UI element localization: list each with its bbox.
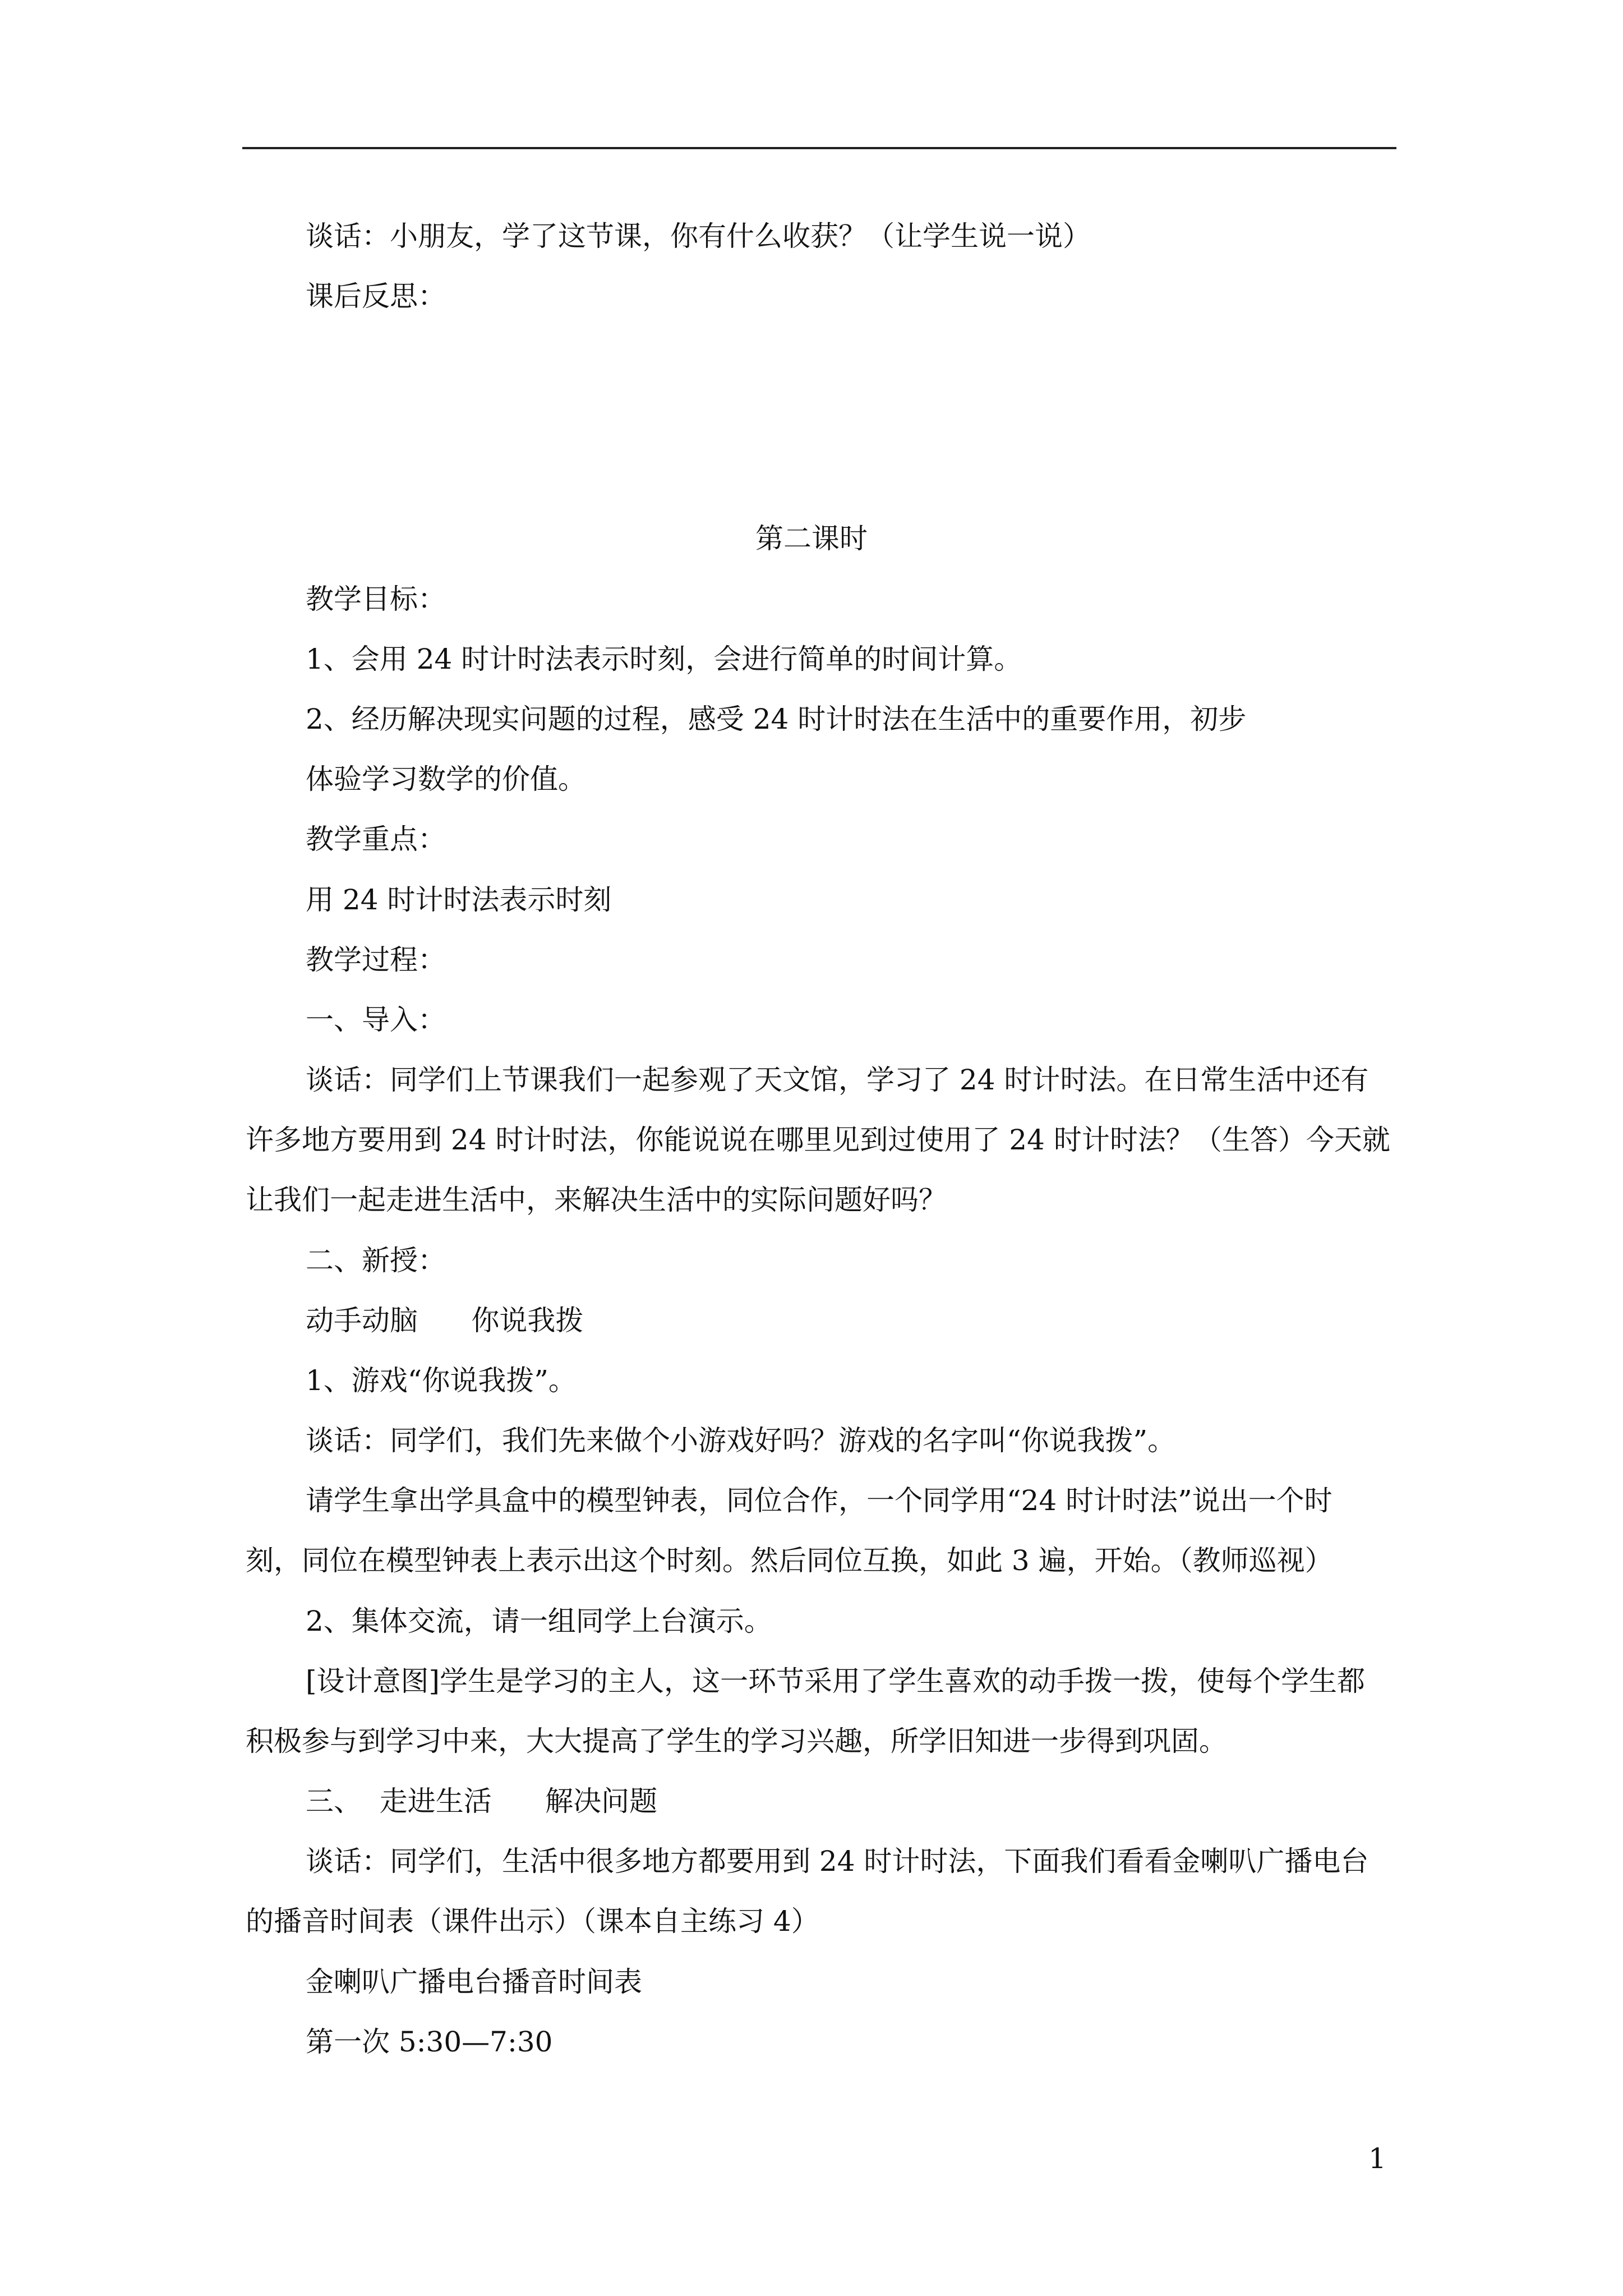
text-line: 第一次 5:30—7:30 bbox=[306, 2026, 553, 2058]
text-line: 许多地方要用到 24 时计时法，你能说说在哪里见到过使用了 24 时计时法？（生答）今天就 bbox=[246, 1124, 1390, 1156]
text-line: 1、会用 24 时计时法表示时刻，会进行简单的时间计算。 bbox=[306, 643, 1022, 675]
header-rule bbox=[242, 147, 1396, 149]
text-line: 谈话：同学们，我们先来做个小游戏好吗？游戏的名字叫“你说我拨”。 bbox=[306, 1424, 1176, 1457]
text-line: [设计意图]学生是学习的主人，这一环节采用了学生喜欢的动手拨一拨，使每个学生都 bbox=[306, 1665, 1366, 1697]
text-line: 谈话：同学们，生活中很多地方都要用到 24 时计时法，下面我们看看金喇叭广播电台 bbox=[306, 1845, 1369, 1878]
text-line: 让我们一起走进生活中，来解决生活中的实际问题好吗？ bbox=[246, 1184, 947, 1216]
text-line: 用 24 时计时法表示时刻 bbox=[306, 884, 612, 916]
text-line: 2、经历解决现实问题的过程，感受 24 时计时法在生活中的重要作用，初步 bbox=[306, 703, 1247, 735]
text-line: 积极参与到学习中来，大大提高了学生的学习兴趣，所学旧知进一步得到巩固。 bbox=[246, 1725, 1227, 1757]
text-line: 金喇叭广播电台播音时间表 bbox=[306, 1966, 642, 1998]
page-number: 1 bbox=[1368, 2142, 1386, 2175]
heading-line: 一、导入： bbox=[306, 1004, 446, 1036]
text-line: 谈话：小朋友，学了这节课，你有什么收获？（让学生说一说） bbox=[306, 220, 1091, 252]
section-title: 第二课时 bbox=[755, 522, 868, 555]
text-line: 谈话：同学们上节课我们一起参观了天文馆，学习了 24 时计时法。在日常生活中还有 bbox=[306, 1064, 1369, 1096]
heading-line: 二、新授： bbox=[306, 1244, 446, 1277]
text-line: 请学生拿出学具盒中的模型钟表，同位合作，一个同学用“24 时计时法”说出一个时 bbox=[306, 1484, 1332, 1517]
text-line: 2、集体交流，请一组同学上台演示。 bbox=[306, 1605, 772, 1637]
text-line: 1、游戏“你说我拨”。 bbox=[306, 1364, 577, 1397]
text-line: 体验学习数学的价值。 bbox=[306, 763, 586, 795]
text-line: 动手动脑 你说我拨 bbox=[306, 1304, 584, 1337]
heading-line: 教学重点： bbox=[306, 823, 446, 855]
text-line: 刻，同位在模型钟表上表示出这个时刻。然后同位互换，如此 3 遍，开始。（教师巡视） bbox=[246, 1544, 1333, 1577]
heading-line: 教学目标： bbox=[306, 583, 446, 615]
text-line: 课后反思： bbox=[306, 280, 446, 312]
heading-line: 教学过程： bbox=[306, 944, 446, 976]
heading-line: 三、 走进生活 解决问题 bbox=[306, 1785, 658, 1818]
text-line: 的播音时间表（课件出示）（课本自主练习 4） bbox=[246, 1905, 819, 1938]
